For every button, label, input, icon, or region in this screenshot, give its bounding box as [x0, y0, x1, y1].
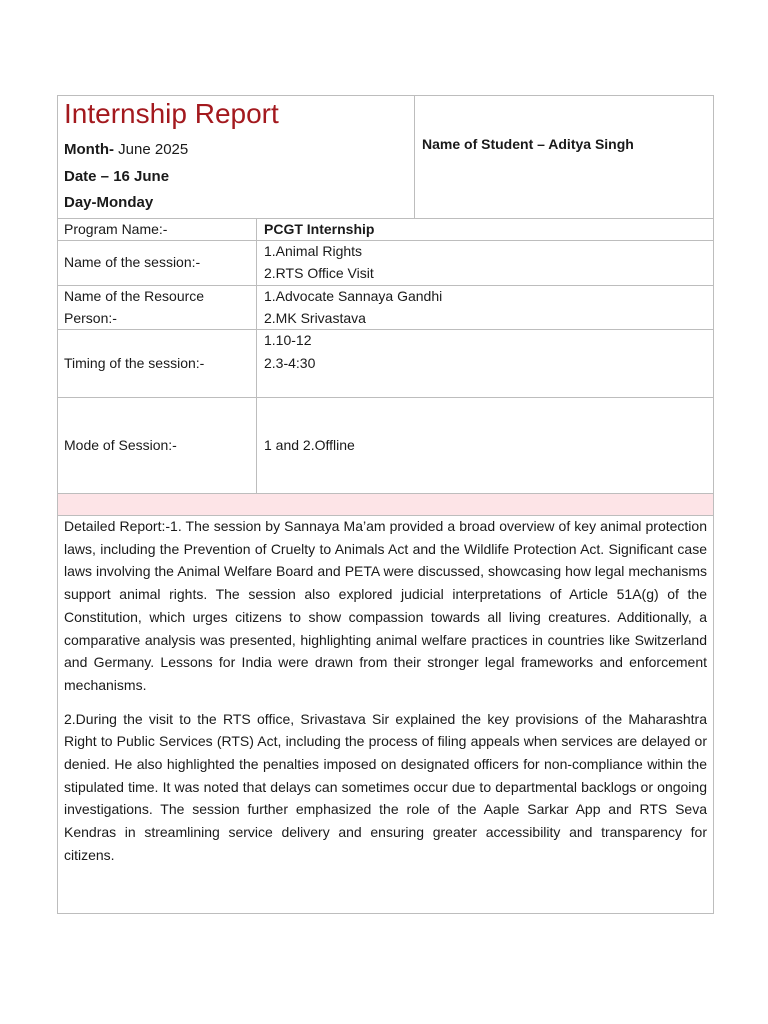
highlight-band	[58, 494, 713, 515]
report-paragraph-2: 2.During the visit to the RTS office, Srivastava Sir explained the key provisions of the Maharashtra Right to Public Services (RTS) Act, including the process of filing appeals when services are delayed or denied. He also highlighted the penalties imposed on designated officers for non-compliance within the stipulated time. It was noted that delays can sometimes occur due to departmental backlogs or ongoing investigations. The session further emphasized the role of the Aaple Sarkar App and RTS Seva Kendras in streamlining service delivery and ensuring greater accessibility and transparency for citizens.	[64, 710, 707, 863]
student-name: Name of Student – Aditya Singh	[422, 136, 634, 152]
session-line-1: 1.Animal Rights	[264, 243, 363, 259]
date-line: Date – 16 June	[64, 168, 170, 185]
resource-line-1: 1.Advocate Sannaya Gandhi	[264, 288, 443, 304]
session-label: Name of the session:-	[64, 254, 201, 270]
month-line	[64, 141, 188, 158]
column-divider	[256, 218, 257, 493]
month-label: Month-	[64, 141, 114, 158]
day-line: Day-Monday	[64, 194, 154, 211]
session-line-2: 2.RTS Office Visit	[264, 265, 374, 281]
detailed-report	[64, 515, 707, 878]
resource-label-1: Name of the Resource	[64, 288, 205, 304]
page-title: Internship Report	[64, 98, 279, 129]
mode-label: Mode of Session:-	[64, 437, 177, 453]
header-divider	[414, 96, 415, 219]
timing-label: Timing of the session:-	[64, 355, 205, 371]
timing-line-1: 1.10-12	[264, 332, 312, 348]
program-value: PCGT Internship	[264, 221, 375, 237]
report-paragraph-1: Detailed Report:-1. The session by Sannaya Ma’am provided a broad overview of key animal protection laws, including the Prevention of Cruelty to Animals Act and the Wildlife Protection Act. Significant case laws involving the Animal Welfare Board and PETA were discussed, showcasing how legal mechanisms support animal rights. The session also explored judicial interpretations of Article 51A(g) of the Constitution, which urges citizens to show compassion towards all living creatures. Additionally, a comparative analysis was presented, highlighting animal welfare practices in countries like Switzerland and Germany. Lessons for India were drawn from their stronger legal frameworks and enforcement mechanisms.	[64, 518, 707, 693]
mode-value: 1 and 2.Offline	[264, 437, 355, 453]
resource-line-2: 2.MK Srivastava	[264, 310, 366, 326]
program-label: Program Name:-	[64, 221, 168, 237]
month-value: June 2025	[113, 141, 189, 158]
row-line	[58, 240, 713, 241]
row-line	[58, 397, 713, 398]
timing-line-2: 2.3-4:30	[264, 355, 316, 371]
row-line	[58, 329, 713, 330]
resource-label-2: Person:-	[64, 310, 117, 326]
